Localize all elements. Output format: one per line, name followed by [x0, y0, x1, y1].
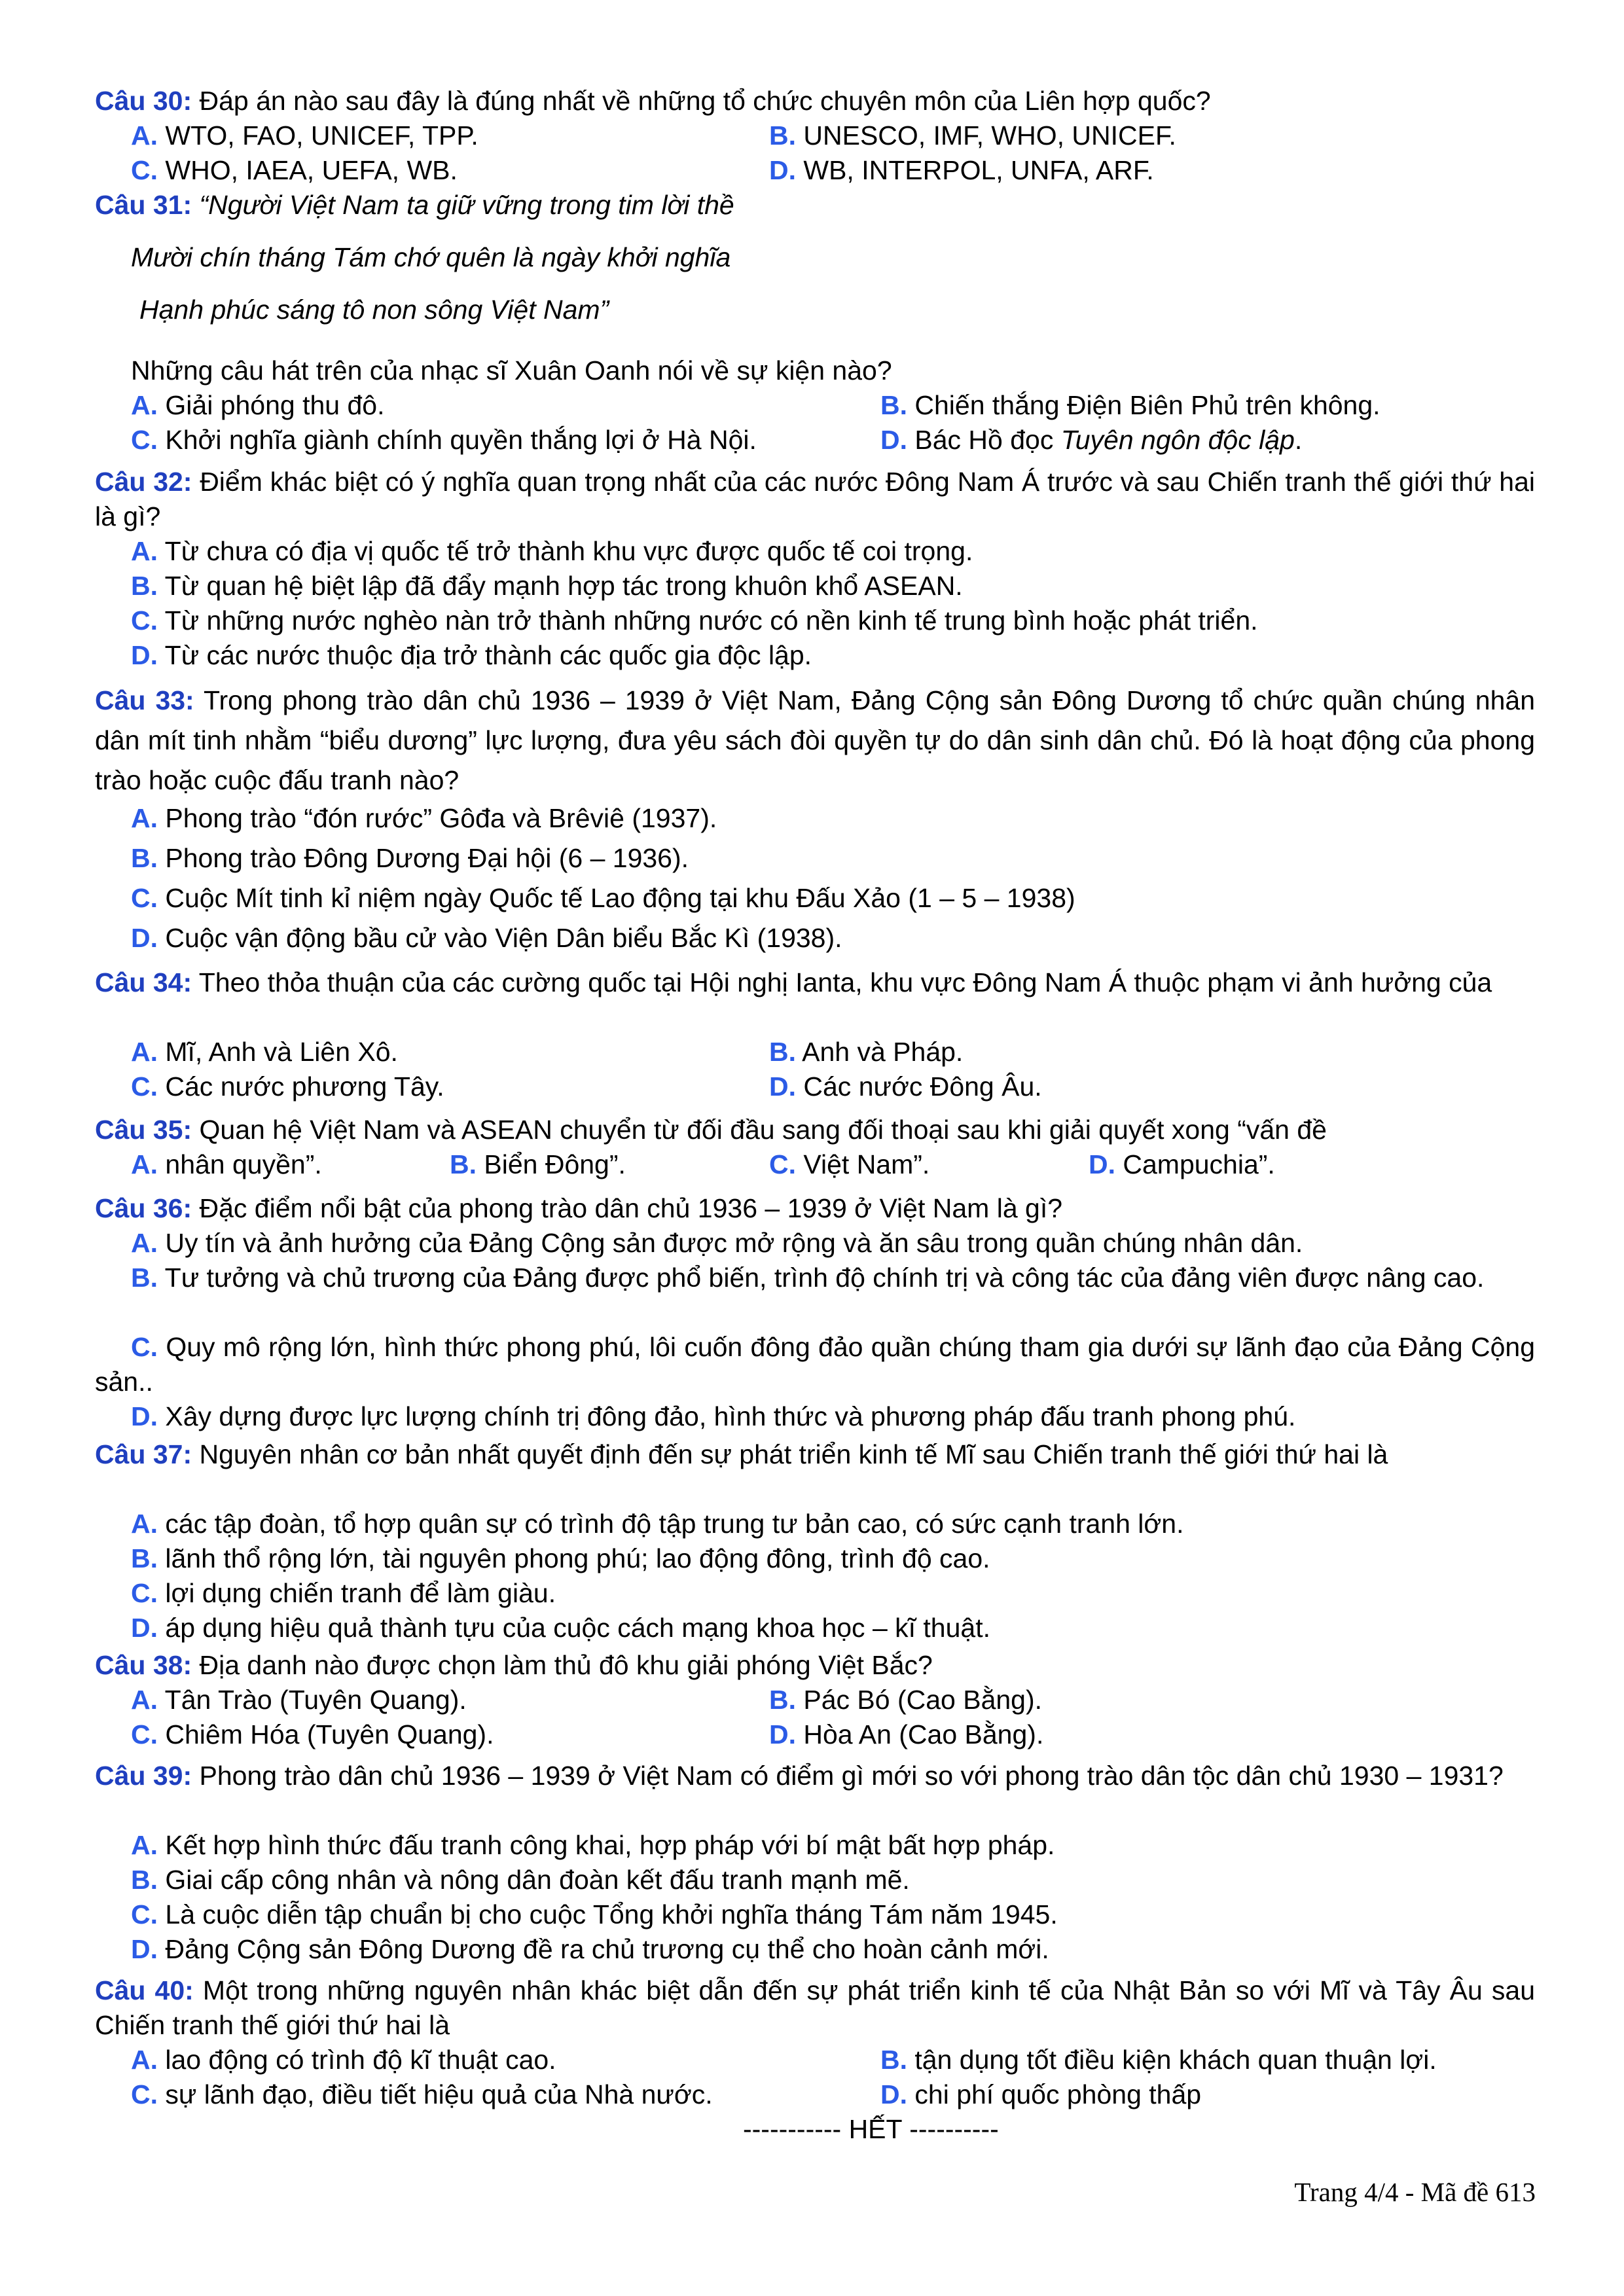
option-39-a[interactable]: [131, 1828, 1055, 1863]
option-30-b[interactable]: [769, 118, 1176, 153]
poem-line-3: Hạnh phúc sáng tô non sông Việt Nam”: [139, 295, 609, 325]
question-36: [95, 1191, 1535, 1226]
option-text-italic: Tuyên ngôn độc lập: [1060, 425, 1295, 455]
question-text: Một trong những nguyên nhân khác biệt dẫn đến sự phát triển kinh tế của Nhật Bản so với Mĩ và Tây Âu sau Chiến tranh thế giới thứ hai là: [95, 1975, 1536, 2040]
question-text: Trong phong trào dân chủ 1936 – 1939 ở Việt Nam, Đảng Cộng sản Đông Dương tổ chức quần chúng nhân dân mít tinh nhằm “biểu dương” lực lượng, đưa yêu sách đòi quyền tự do dân sinh dân chủ. Đó là hoạt động của phong trào hoặc cuộc đấu tranh nào?: [95, 685, 1535, 795]
option-32-d[interactable]: [131, 638, 812, 673]
option-letter: D.: [769, 155, 796, 185]
option-letter: B.: [450, 1149, 477, 1179]
option-letter: D.: [1089, 1149, 1115, 1179]
question-35: [95, 1113, 1535, 1147]
question-label: Câu 39:: [95, 1761, 192, 1791]
option-text: Các nước phương Tây.: [158, 1071, 444, 1102]
option-text: Phong trào Đông Dương Đại hội (6 – 1936).: [158, 843, 689, 873]
option-letter: C.: [131, 1578, 158, 1608]
option-37-d[interactable]: [131, 1611, 990, 1645]
question-33: [95, 681, 1535, 800]
question-31: [95, 188, 1535, 223]
option-text: Hòa An (Cao Bằng).: [796, 1719, 1044, 1749]
option-37-a[interactable]: [131, 1507, 1184, 1541]
option-letter: D.: [131, 1613, 158, 1643]
option-35-d[interactable]: [1089, 1147, 1275, 1182]
option-text: Đảng Cộng sản Đông Dương đề ra chủ trương cụ thể cho hoàn cảnh mới.: [158, 1934, 1049, 1964]
option-37-b[interactable]: [131, 1541, 990, 1576]
question-30: [95, 84, 1535, 118]
option-31-d[interactable]: [880, 423, 1302, 457]
option-30-d[interactable]: [769, 153, 1154, 188]
option-36-c[interactable]: [95, 1330, 1535, 1399]
option-letter: C.: [131, 1899, 158, 1929]
option-33-d[interactable]: [131, 921, 842, 956]
option-text: WTO, FAO, UNICEF, TPP.: [158, 120, 478, 151]
option-text: WB, INTERPOL, UNFA, ARF.: [796, 155, 1154, 185]
option-letter: C.: [131, 2079, 158, 2109]
end-marker: ----------- HẾT ----------: [743, 2114, 999, 2144]
option-letter: B.: [131, 571, 158, 601]
option-text: lợi dụng chiến tranh để làm giàu.: [158, 1578, 556, 1608]
option-letter: B.: [131, 843, 158, 873]
option-letter: D.: [131, 1934, 158, 1964]
question-32: [95, 465, 1535, 534]
option-text: Giải phóng thu đô.: [158, 390, 385, 420]
option-letter: B.: [769, 1685, 796, 1715]
question-text: Đáp án nào sau đây là đúng nhất về những tổ chức chuyên môn của Liên hợp quốc?: [192, 86, 1211, 116]
option-38-b[interactable]: [769, 1683, 1042, 1717]
question-label: Câu 40:: [95, 1975, 194, 2005]
poem-line-2: Mười chín tháng Tám chớ quên là ngày khởi nghĩa: [131, 242, 731, 272]
option-letter: C.: [131, 605, 158, 636]
option-letter: B.: [769, 120, 796, 151]
option-34-a[interactable]: [131, 1035, 398, 1069]
option-32-b[interactable]: [131, 569, 963, 603]
question-label: Câu 32:: [95, 467, 192, 497]
option-text: Giai cấp công nhân và nông dân đoàn kết đấu tranh mạnh mẽ.: [158, 1865, 910, 1895]
option-letter: A.: [131, 803, 158, 833]
question-text: Nguyên nhân cơ bản nhất quyết định đến sự phát triển kinh tế Mĩ sau Chiến tranh thế giới thứ hai là: [192, 1439, 1388, 1469]
option-33-c[interactable]: [131, 881, 1075, 916]
option-letter: D.: [769, 1071, 796, 1102]
question-label: Câu 35:: [95, 1115, 192, 1145]
option-39-c[interactable]: [131, 1897, 1058, 1932]
option-32-a[interactable]: [131, 534, 973, 569]
option-text: Từ quan hệ biệt lập đã đẩy mạnh hợp tác trong khuôn khổ ASEAN.: [158, 571, 963, 601]
option-text: lao động có trình độ kĩ thuật cao.: [158, 2045, 556, 2075]
option-text: Là cuộc diễn tập chuẩn bị cho cuộc Tổng khởi nghĩa tháng Tám năm 1945.: [158, 1899, 1058, 1929]
option-39-b[interactable]: [131, 1863, 910, 1897]
option-text: Các nước Đông Âu.: [796, 1071, 1042, 1102]
option-33-b[interactable]: [131, 841, 689, 876]
option-text: Quy mô rộng lớn, hình thức phong phú, lôi cuốn đông đảo quần chúng tham gia dưới sự lãnh đạo của Đảng Cộng sản..: [95, 1332, 1535, 1397]
option-text: áp dụng hiệu quả thành tựu của cuộc cách mạng khoa học – kĩ thuật.: [158, 1613, 991, 1643]
option-letter: D.: [769, 1719, 796, 1749]
option-31-b[interactable]: [880, 388, 1380, 423]
question-text: Điểm khác biệt có ý nghĩa quan trọng nhất của các nước Đông Nam Á trước và sau Chiến tranh thế giới thứ hai là gì?: [95, 467, 1535, 531]
option-letter: D.: [131, 923, 158, 953]
question-34: [95, 965, 1535, 1000]
question-label: Câu 33:: [95, 685, 194, 715]
question-38: [95, 1648, 1535, 1683]
question-text: Địa danh nào được chọn làm thủ đô khu giải phóng Việt Bắc?: [192, 1650, 933, 1680]
option-text: Uy tín và ảnh hưởng của Đảng Cộng sản được mở rộng và ăn sâu trong quần chúng nhân dân.: [158, 1228, 1303, 1258]
option-34-c[interactable]: [131, 1069, 444, 1104]
option-36-a[interactable]: [131, 1226, 1303, 1261]
option-text: nhân quyền”.: [158, 1149, 322, 1179]
option-text: sự lãnh đạo, điều tiết hiệu quả của Nhà nước.: [158, 2079, 713, 2109]
option-letter: A.: [131, 1228, 158, 1258]
question-text: “Người Việt Nam ta giữ vững trong tim lời thề: [192, 190, 734, 220]
question-label: Câu 37:: [95, 1439, 192, 1469]
option-text: Từ các nước thuộc địa trở thành các quốc gia độc lập.: [158, 640, 812, 670]
option-38-d[interactable]: [769, 1717, 1043, 1752]
option-30-c[interactable]: [131, 153, 458, 188]
question-label: Câu 36:: [95, 1193, 192, 1223]
option-letter: B.: [880, 2045, 907, 2075]
question-31-ask: Những câu hát trên của nhạc sĩ Xuân Oanh nói về sự kiện nào?: [131, 355, 892, 386]
question-label: Câu 30:: [95, 86, 192, 116]
question-label: Câu 34:: [95, 967, 192, 997]
option-text: Kết hợp hình thức đấu tranh công khai, hợp pháp với bí mật bất hợp pháp.: [158, 1830, 1055, 1860]
option-text: Anh và Pháp.: [796, 1037, 964, 1067]
option-text: WHO, IAEA, UEFA, WB.: [158, 155, 458, 185]
option-text: Cuộc Mít tinh kỉ niệm ngày Quốc tế Lao động tại khu Đấu Xảo (1 – 5 – 1938): [158, 883, 1075, 913]
option-letter: B.: [131, 1865, 158, 1895]
option-text: Tân Trào (Tuyên Quang).: [158, 1685, 467, 1715]
option-letter: A.: [131, 1685, 158, 1715]
option-letter: A.: [131, 1509, 158, 1539]
option-letter: A.: [131, 2045, 158, 2075]
option-32-c[interactable]: [131, 603, 1258, 638]
option-text: Khởi nghĩa giành chính quyền thắng lợi ở Hà Nội.: [158, 425, 757, 455]
option-text: Chiến thắng Điện Biên Phủ trên không.: [907, 390, 1380, 420]
option-text: chi phí quốc phòng thấp: [907, 2079, 1202, 2109]
option-39-d[interactable]: [131, 1932, 1049, 1967]
option-letter: D.: [131, 640, 158, 670]
option-36-d[interactable]: [131, 1399, 1295, 1434]
option-38-a[interactable]: [131, 1683, 467, 1717]
option-text: Pác Bó (Cao Bằng).: [796, 1685, 1043, 1715]
option-text: Campuchia”.: [1115, 1149, 1275, 1179]
option-38-c[interactable]: [131, 1717, 494, 1752]
option-40-a[interactable]: [131, 2043, 556, 2077]
option-text: Từ chưa có địa vị quốc tế trở thành khu vực được quốc tế coi trọng.: [158, 536, 973, 566]
option-letter: A.: [131, 1037, 158, 1067]
option-letter: B.: [131, 1263, 158, 1293]
option-text: Biển Đông”.: [477, 1149, 626, 1179]
option-34-d[interactable]: [769, 1069, 1042, 1104]
option-34-b[interactable]: [769, 1035, 963, 1069]
question-text: Đặc điểm nổi bật của phong trào dân chủ 1936 – 1939 ở Việt Nam là gì?: [192, 1193, 1063, 1223]
option-letter: A.: [131, 120, 158, 151]
option-text: Bác Hồ đọc: [907, 425, 1061, 455]
page-footer: Trang 4/4 - Mã đề 613: [1294, 2177, 1536, 2207]
option-37-c[interactable]: [131, 1576, 556, 1611]
option-text: Chiêm Hóa (Tuyên Quang).: [158, 1719, 494, 1749]
option-text: UNESCO, IMF, WHO, UNICEF.: [796, 120, 1176, 151]
option-35-a[interactable]: [131, 1147, 322, 1182]
option-letter: A.: [131, 1830, 158, 1860]
option-letter: B.: [769, 1037, 796, 1067]
option-35-c[interactable]: [769, 1147, 929, 1182]
option-letter: C.: [131, 1719, 158, 1749]
option-letter: C.: [131, 1071, 158, 1102]
option-33-a[interactable]: [131, 801, 717, 836]
option-letter: B.: [880, 390, 907, 420]
option-letter: A.: [131, 1149, 158, 1179]
option-40-b[interactable]: [880, 2043, 1437, 2077]
question-label: Câu 31:: [95, 190, 192, 220]
option-letter: D.: [880, 2079, 907, 2109]
option-text: Việt Nam”.: [796, 1149, 930, 1179]
option-letter: C.: [131, 425, 158, 455]
question-text: Phong trào dân chủ 1936 – 1939 ở Việt Nam có điểm gì mới so với phong trào dân tộc dân chủ 1930 – 1931?: [192, 1761, 1504, 1791]
option-text: Từ những nước nghèo nàn trở thành những nước có nền kinh tế trung bình hoặc phát triển.: [158, 605, 1258, 636]
option-text-end: .: [1294, 425, 1303, 455]
option-text: lãnh thổ rộng lớn, tài nguyên phong phú; lao động đông, trình độ cao.: [158, 1543, 990, 1573]
option-36-b[interactable]: [95, 1261, 1535, 1295]
option-letter: D.: [880, 425, 907, 455]
option-text: Xây dựng được lực lượng chính trị đông đảo, hình thức và phương pháp đấu tranh phong phú.: [158, 1401, 1296, 1431]
option-letter: B.: [131, 1543, 158, 1573]
option-text: Mĩ, Anh và Liên Xô.: [158, 1037, 398, 1067]
option-40-d[interactable]: [880, 2077, 1201, 2112]
question-text: Theo thỏa thuận của các cường quốc tại Hội nghị Ianta, khu vực Đông Nam Á thuộc phạm vi ảnh hưởng của: [192, 967, 1492, 997]
option-text: tận dụng tốt điều kiện khách quan thuận lợi.: [907, 2045, 1437, 2075]
option-text: Phong trào “đón rước” Gôđa và Brêviê (1937).: [158, 803, 717, 833]
question-text: Quan hệ Việt Nam và ASEAN chuyển từ đối đầu sang đối thoại sau khi giải quyết xong “vấn đề: [192, 1115, 1327, 1145]
option-letter: A.: [131, 536, 158, 566]
option-text: Tư tưởng và chủ trương của Đảng được phổ biến, trình độ chính trị và công tác của đảng viên được nâng cao.: [158, 1263, 1485, 1293]
option-text: các tập đoàn, tổ hợp quân sự có trình độ tập trung tư bản cao, có sức cạnh tranh lớn.: [158, 1509, 1184, 1539]
option-letter: C.: [131, 1332, 158, 1362]
option-35-b[interactable]: [450, 1147, 626, 1182]
option-30-a[interactable]: [131, 118, 478, 153]
question-label: Câu 38:: [95, 1650, 192, 1680]
option-letter: C.: [769, 1149, 796, 1179]
question-37: [95, 1437, 1535, 1472]
option-letter: A.: [131, 390, 158, 420]
question-40: [95, 1973, 1535, 2043]
option-letter: D.: [131, 1401, 158, 1431]
option-text: Cuộc vận động bầu cử vào Viện Dân biểu Bắc Kì (1938).: [158, 923, 842, 953]
option-31-a[interactable]: [131, 388, 384, 423]
option-31-c[interactable]: [131, 423, 757, 457]
option-letter: C.: [131, 155, 158, 185]
option-40-c[interactable]: [131, 2077, 713, 2112]
option-letter: C.: [131, 883, 158, 913]
question-39: [95, 1759, 1535, 1793]
